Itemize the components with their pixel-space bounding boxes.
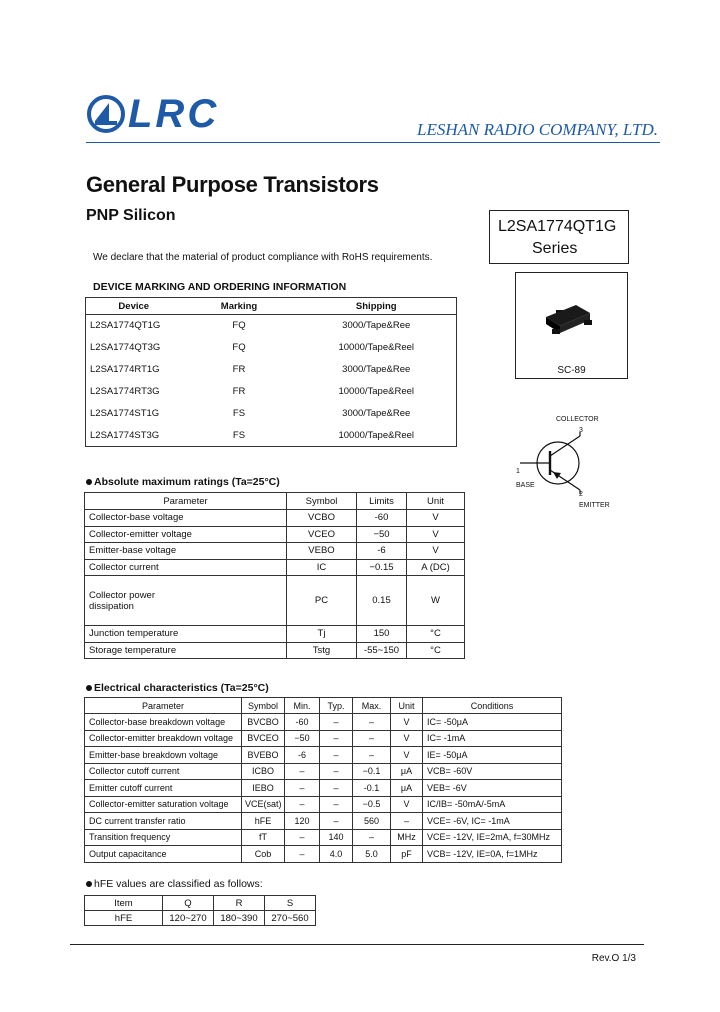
conditions-cell: VCE= -6V, IC= -1mA	[423, 813, 562, 830]
col-symbol: Symbol	[287, 493, 357, 510]
table-row	[86, 381, 457, 403]
param-cell: Emitter cutoff current	[85, 780, 242, 797]
table-row	[85, 543, 465, 560]
symbol-cell: BVCBO	[242, 714, 285, 731]
device-cell: L2SA1774QT3G	[90, 342, 161, 353]
ordering-col-device: Device	[86, 298, 182, 315]
symbol-cell: PC	[287, 576, 357, 626]
param-cell: Output capacitance	[85, 846, 242, 863]
conditions-cell: VCE= -12V, IE=2mA, f=30MHz	[423, 829, 562, 846]
base-label: BASE	[516, 482, 535, 489]
unit-cell: A (DC)	[407, 559, 465, 576]
limit-cell: -55~150	[357, 642, 407, 659]
table-row	[85, 846, 562, 863]
company-logo	[86, 94, 219, 134]
collector-pin: 3	[579, 427, 583, 434]
package-label: SC-89	[557, 365, 586, 376]
limit-cell: 0.15	[357, 576, 407, 626]
table-row	[85, 642, 465, 659]
unit-cell: –	[391, 813, 423, 830]
electrical-heading	[86, 682, 269, 694]
table-row	[85, 714, 562, 731]
symbol-cell: BVEBO	[242, 747, 285, 764]
table-row	[86, 359, 457, 381]
ordering-header-row	[86, 298, 457, 315]
max-cell: 560	[353, 813, 391, 830]
max-cell: −0.1	[353, 763, 391, 780]
footer-rule	[70, 944, 644, 945]
limit-cell: −0.15	[357, 559, 407, 576]
min-cell: −50	[285, 730, 320, 747]
symbol-cell: Tstg	[287, 642, 357, 659]
symbol-cell: VCBO	[287, 510, 357, 527]
symbol-cell: BVCEO	[242, 730, 285, 747]
shipping-cell: 10000/Tape&Reel	[338, 386, 415, 397]
company-name: LESHAN RADIO COMPANY, LTD.	[416, 120, 658, 139]
conditions-cell: IC= -50μA	[423, 714, 562, 731]
part-number: L2SA1774QT1G	[498, 218, 617, 235]
conditions-cell: IC/IB= -50mA/-5mA	[423, 796, 562, 813]
param-cell: Emitter-base breakdown voltage	[85, 747, 242, 764]
typ-cell: –	[320, 730, 353, 747]
symbol-cell: Tj	[287, 626, 357, 643]
param-cell: Emitter-base voltage	[85, 543, 287, 560]
typ-cell: –	[320, 780, 353, 797]
table-row	[85, 813, 562, 830]
max-cell: -0.1	[353, 780, 391, 797]
param-cell: DC current transfer ratio	[85, 813, 242, 830]
conditions-cell: IE= -50μA	[423, 747, 562, 764]
emitter-pin: 2	[579, 491, 583, 498]
min-cell: –	[285, 796, 320, 813]
limit-cell: -6	[357, 543, 407, 560]
table-row	[85, 911, 316, 926]
symbol-cell: hFE	[242, 813, 285, 830]
device-cell: L2SA1774QT1G	[90, 320, 161, 332]
table-row	[85, 763, 562, 780]
hfe-heading-text: hFE values are classified as follows:	[94, 878, 263, 890]
param-cell: Collector-emitter voltage	[85, 526, 287, 543]
symbol-cell: VCE(sat)	[242, 796, 285, 813]
limit-cell: −50	[357, 526, 407, 543]
min-cell: –	[285, 780, 320, 797]
device-cell: L2SA1774ST1G	[90, 408, 160, 419]
unit-cell: V	[391, 714, 423, 731]
symbol-cell: fT	[242, 829, 285, 846]
table-row	[85, 526, 465, 543]
col-s: S	[265, 896, 316, 911]
device-cell: L2SA1774RT3G	[90, 386, 160, 397]
max-cell: −0.5	[353, 796, 391, 813]
table-row	[85, 829, 562, 846]
typ-cell: –	[320, 763, 353, 780]
bullet-icon	[86, 685, 92, 691]
symbol-cell: VEBO	[287, 543, 357, 560]
col-limits: Limits	[357, 493, 407, 510]
table-row	[85, 730, 562, 747]
table-row	[86, 425, 457, 447]
unit-cell: V	[407, 543, 465, 560]
table-row	[86, 315, 457, 337]
marking-cell: FS	[232, 429, 246, 441]
emitter-label: EMITTER	[579, 502, 610, 509]
unit-cell: °C	[407, 626, 465, 643]
s-cell: 270~560	[265, 911, 316, 926]
max-cell: –	[353, 714, 391, 731]
base-pin: 1	[516, 468, 520, 475]
unit-cell: pF	[391, 846, 423, 863]
page-subtitle: PNP Silicon	[86, 207, 176, 224]
marking-cell: FS	[232, 408, 246, 419]
collector-label: COLLECTOR	[556, 416, 599, 423]
col-min: Min.	[285, 698, 320, 714]
unit-cell: μA	[391, 780, 423, 797]
hfe-heading	[86, 878, 263, 890]
param-cell: Collector-emitter saturation voltage	[85, 796, 242, 813]
marking-cell: FR	[232, 386, 246, 397]
min-cell: -6	[285, 747, 320, 764]
logo-text: LRC	[128, 92, 220, 136]
col-q: Q	[163, 896, 214, 911]
table-row	[86, 337, 457, 359]
col-symbol: Symbol	[242, 698, 285, 714]
marking-cell: FR	[232, 364, 246, 375]
unit-cell: V	[407, 510, 465, 527]
unit-cell: V	[391, 796, 423, 813]
col-unit: Unit	[407, 493, 465, 510]
param-cell: Collector-emitter breakdown voltage	[85, 730, 242, 747]
marking-cell: FQ	[232, 342, 246, 353]
param-cell: Collector current	[85, 559, 287, 576]
min-cell: -60	[285, 714, 320, 731]
electrical-heading-text: Electrical characteristics (Ta=25°C)	[94, 682, 269, 694]
unit-cell: V	[391, 747, 423, 764]
shipping-cell: 10000/Tape&Reel	[338, 429, 415, 441]
shipping-cell: 3000/Tape&Ree	[342, 408, 411, 419]
param-cell: Storage temperature	[85, 642, 287, 659]
electrical-table	[84, 697, 562, 863]
col-item: Item	[85, 896, 163, 911]
bullet-icon	[86, 881, 92, 887]
bullet-icon	[86, 479, 92, 485]
max-cell: 5.0	[353, 846, 391, 863]
max-cell: –	[353, 730, 391, 747]
table-row	[85, 559, 465, 576]
col-parameter: Parameter	[85, 493, 287, 510]
unit-cell: V	[407, 526, 465, 543]
ordering-col-shipping: Shipping	[297, 298, 457, 315]
min-cell: –	[285, 829, 320, 846]
min-cell: –	[285, 763, 320, 780]
abs-max-table	[84, 492, 465, 659]
shipping-cell: 10000/Tape&Reel	[338, 342, 415, 353]
param-cell: Collector power dissipation	[85, 576, 287, 626]
symbol-cell: ICBO	[242, 763, 285, 780]
typ-cell: –	[320, 796, 353, 813]
hfe-header-row	[85, 896, 316, 911]
device-cell: L2SA1774RT1G	[90, 364, 160, 375]
lrc-logo-icon	[86, 94, 126, 134]
conditions-cell: IC= -1mA	[423, 730, 562, 747]
max-cell: –	[353, 829, 391, 846]
table-row	[85, 796, 562, 813]
table-row	[85, 780, 562, 797]
header-rule	[86, 142, 660, 143]
table-row	[85, 626, 465, 643]
typ-cell: 4.0	[320, 846, 353, 863]
param-cell: Collector-base voltage	[85, 510, 287, 527]
symbol-cell: IC	[287, 559, 357, 576]
part-series: Series	[532, 240, 578, 257]
conditions-cell: VCB= -60V	[423, 763, 562, 780]
table-row	[85, 747, 562, 764]
typ-cell: –	[320, 747, 353, 764]
param-cell: Collector-base breakdown voltage	[85, 714, 242, 731]
param-cell: Transition frequency	[85, 829, 242, 846]
shipping-cell: 3000/Tape&Ree	[342, 364, 411, 375]
revision-label: Rev.O 1/3	[591, 953, 636, 964]
col-conditions: Conditions	[423, 698, 562, 714]
part-number-box	[489, 210, 629, 264]
ordering-table	[85, 297, 457, 447]
hfe-table	[84, 895, 316, 926]
table-row	[86, 403, 457, 425]
col-parameter: Parameter	[85, 698, 242, 714]
typ-cell: 140	[320, 829, 353, 846]
electrical-header-row	[85, 698, 562, 714]
package-box	[515, 272, 628, 379]
sc89-package-icon	[516, 273, 627, 363]
rohs-declaration: We declare that the material of product compliance with RoHS requirements.	[93, 252, 433, 263]
limit-cell: -60	[357, 510, 407, 527]
marking-cell: FQ	[232, 320, 246, 332]
unit-cell: μA	[391, 763, 423, 780]
table-row	[85, 576, 465, 626]
min-cell: –	[285, 846, 320, 863]
symbol-cell: Cob	[242, 846, 285, 863]
symbol-cell: VCEO	[287, 526, 357, 543]
typ-cell: –	[320, 813, 353, 830]
table-row	[85, 510, 465, 527]
page-title: General Purpose Transistors	[86, 172, 379, 197]
unit-cell: W	[407, 576, 465, 626]
pnp-transistor-symbol-icon	[520, 432, 590, 494]
shipping-cell: 3000/Tape&Ree	[342, 320, 411, 332]
col-unit: Unit	[391, 698, 423, 714]
unit-cell: V	[391, 730, 423, 747]
typ-cell: –	[320, 714, 353, 731]
param-cell: Collector cutoff current	[85, 763, 242, 780]
conditions-cell: VEB= -6V	[423, 780, 562, 797]
col-r: R	[214, 896, 265, 911]
col-max: Max.	[353, 698, 391, 714]
q-cell: 120~270	[163, 911, 214, 926]
min-cell: 120	[285, 813, 320, 830]
param-cell: Junction temperature	[85, 626, 287, 643]
symbol-cell: IEBO	[242, 780, 285, 797]
col-typ: Typ.	[320, 698, 353, 714]
item-cell: hFE	[85, 911, 163, 926]
max-cell: –	[353, 747, 391, 764]
unit-cell: °C	[407, 642, 465, 659]
limit-cell: 150	[357, 626, 407, 643]
unit-cell: MHz	[391, 829, 423, 846]
ordering-heading: DEVICE MARKING AND ORDERING INFORMATION	[93, 281, 347, 293]
conditions-cell: VCB= -12V, IE=0A, f=1MHz	[423, 846, 562, 863]
abs-max-heading	[86, 476, 280, 488]
abs-max-header-row	[85, 493, 465, 510]
abs-max-heading-text: Absolute maximum ratings (Ta=25°C)	[94, 476, 280, 488]
device-cell: L2SA1774ST3G	[90, 429, 160, 441]
r-cell: 180~390	[214, 911, 265, 926]
ordering-col-marking: Marking	[182, 298, 297, 315]
